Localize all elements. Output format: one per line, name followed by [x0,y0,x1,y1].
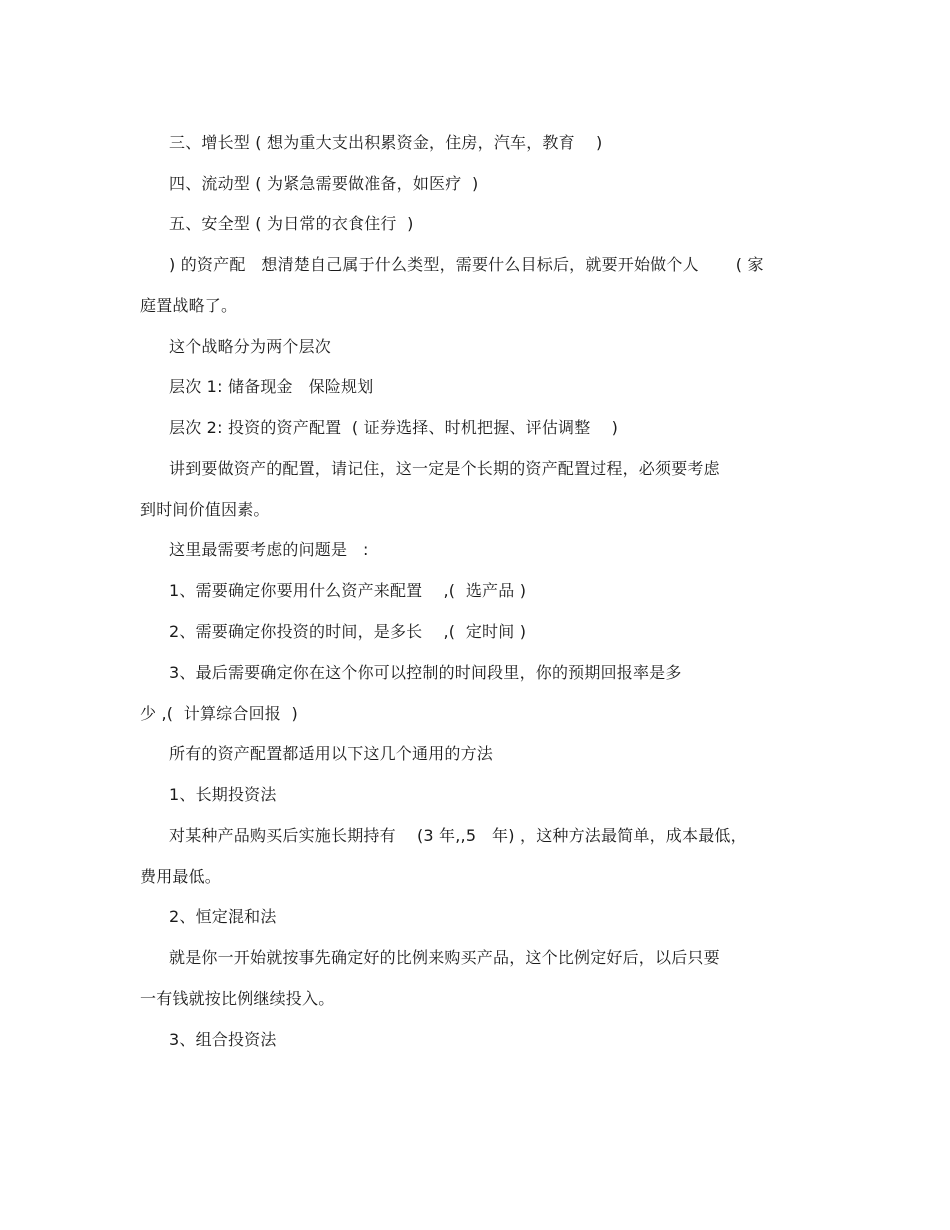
text-line: 就是你一开始就按事先确定好的比例来购买产品，这个比例定好后，以后只要 [169,948,720,967]
text-line: 层次 2: 投资的资产配置 ( 证券选择、时机把握、评估调整 ) [169,418,619,437]
text-line: 2、需要确定你投资的时间，是多长 ,( 定时间 ) [169,622,527,641]
text-line: 庭置战略了。 [140,296,238,315]
text-line: 2、恒定混和法 [169,907,277,926]
text-line: 少 ,( 计算综合回报 ) [140,704,299,723]
text-line: ) 的资产配 想清楚自己属于什么类型，需要什么目标后，就要开始做个人 ( 家 [169,255,764,274]
text-line: 3、组合投资法 [169,1030,277,1049]
text-line: 所有的资产配置都适用以下这几个通用的方法 [169,744,494,763]
text-line: 费用最低。 [140,867,222,886]
text-line: 五、安全型 ( 为日常的衣食住行 ) [169,214,414,233]
text-line: 三、增长型 ( 想为重大支出积累资金，住房，汽车，教育 ) [169,133,603,152]
text-line: 对某种产品购买后实施长期持有 (3 年,,5 年) ，这种方法最简单，成本最低， [169,826,747,845]
text-line: 1、长期投资法 [169,785,277,804]
text-line: 3、最后需要确定你在这个你可以控制的时间段里，你的预期回报率是多 [169,663,682,682]
text-line: 这个战略分为两个层次 [169,337,332,356]
text-line: 1、需要确定你要用什么资产来配置 ,( 选产品 ) [169,581,527,600]
text-line: 讲到要做资产的配置，请记住，这一定是个长期的资产配置过程，必须要考虑 [169,459,720,478]
text-line: 四、流动型 ( 为紧急需要做准备，如医疗 ) [169,174,479,193]
text-line: 一有钱就按比例继续投入。 [140,989,335,1008]
text-line: 层次 1: 储备现金 保险规划 [169,377,374,396]
text-line: 到时间价值因素。 [140,500,270,519]
text-line: 这里最需要考虑的问题是 : [169,540,369,559]
